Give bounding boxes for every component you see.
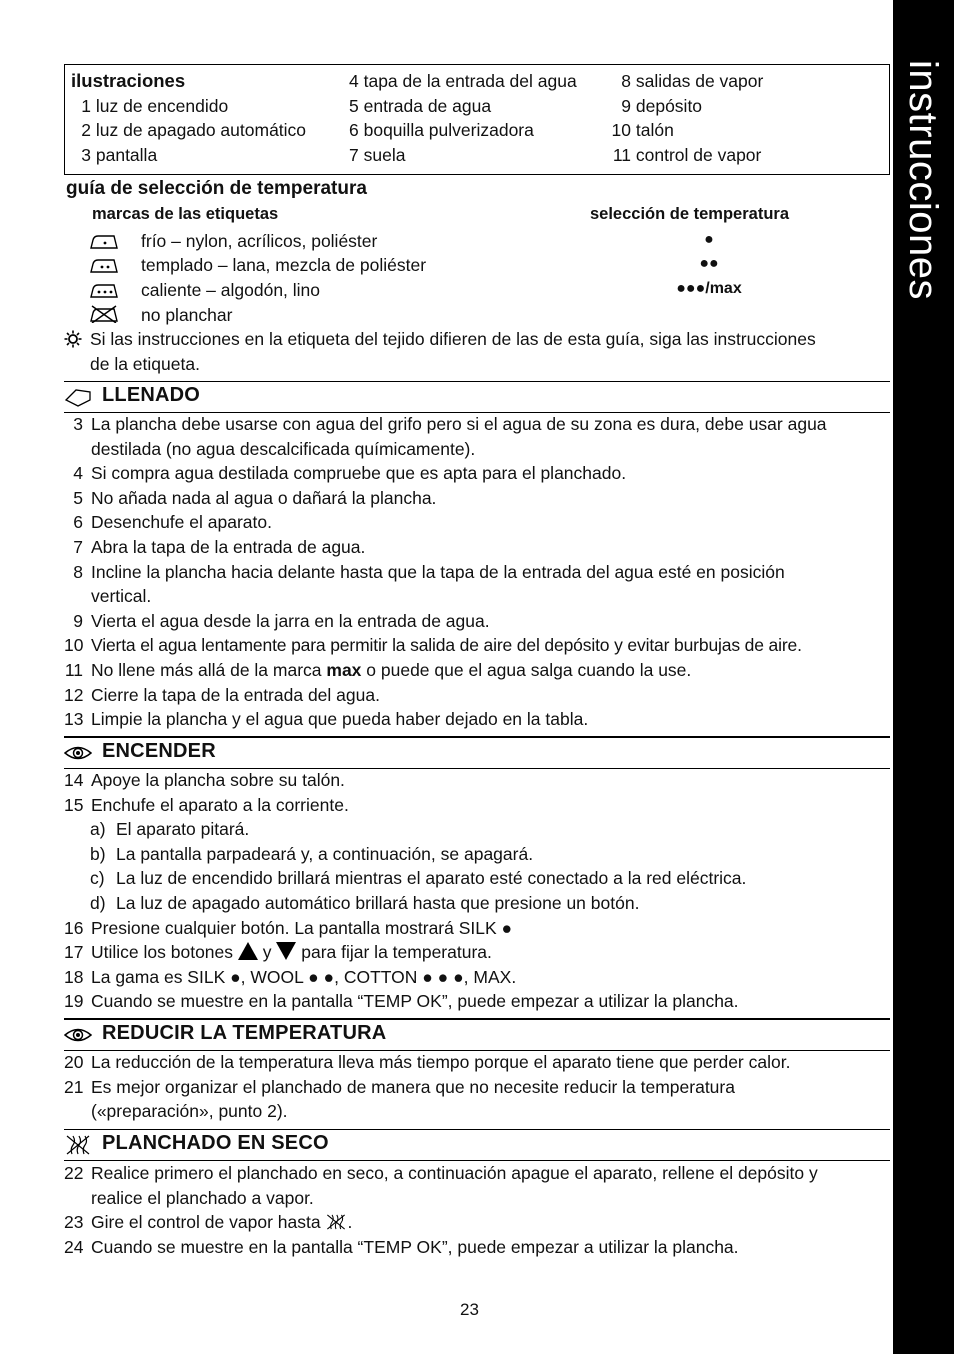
list-item: 18 La gama es SILK ●, WOOL ● ●, COTTON ● ● ●, MAX. xyxy=(64,966,517,987)
list-item: 5 No añada nada al agua o dañará la plancha. xyxy=(73,487,437,508)
list-item: 10 Vierta el agua lentamente para permitir la salida de aire del depósito y evitar burbujas de aire. xyxy=(64,635,802,656)
guide-row-dots: ●●●/max xyxy=(676,280,742,297)
section-header-seco xyxy=(64,1129,890,1161)
guide-row-text: frío – nylon, acrílicos, poliéster xyxy=(141,231,378,251)
side-tab xyxy=(893,0,954,1354)
encender-list xyxy=(64,768,894,1014)
up-arrow-icon xyxy=(238,942,258,960)
guide-note-line1: Si las instrucciones en la etiqueta del tejido difieren de las de esta guía, siga las instrucciones xyxy=(90,329,816,349)
list-item: 16 Presione cualquier botón. La pantalla mostrará SILK ● xyxy=(64,917,513,938)
list-item: d) La luz de apagado automático brillará hasta que presione un botón. xyxy=(90,892,640,913)
list-item: 17 Utilice los botones y para fijar la temperatura. xyxy=(64,942,492,963)
section-title: LLENADO xyxy=(102,384,201,406)
illustrations-col-3 xyxy=(611,69,763,167)
down-arrow-icon xyxy=(276,942,296,960)
list-item: 9 depósito xyxy=(621,95,703,116)
iron-three-dots-icon xyxy=(88,281,120,299)
list-item: 5 entrada de agua xyxy=(349,95,492,116)
guide-col-temp: selección de temperatura xyxy=(590,205,789,223)
illustrations-heading: ilustraciones xyxy=(71,70,186,91)
list-item: 15 Enchufe el aparato a la corriente. xyxy=(64,794,349,815)
iron-two-dots-icon xyxy=(88,256,120,274)
section-header-encender xyxy=(64,736,890,769)
list-item: 6 boquilla pulverizadora xyxy=(349,120,534,140)
list-item: 10 talón xyxy=(611,120,674,140)
eye-icon xyxy=(64,742,92,764)
list-item: 9 Vierta el agua desde la jarra en la entrada de agua. xyxy=(73,610,490,631)
list-item: 21 Es mejor organizar el planchado de manera que no necesite reducir la temperatura («preparación», punto 2). xyxy=(64,1076,735,1122)
reducir-list xyxy=(64,1050,894,1124)
section-header-reducir xyxy=(64,1018,890,1051)
eye-icon xyxy=(64,1024,92,1046)
list-item: 11 control de vapor xyxy=(612,144,762,165)
list-item: 24 Cuando se muestre en la pantalla “TEMP OK”, puede empezar a utilizar la plancha. xyxy=(64,1236,739,1257)
section-title: PLANCHADO EN SECO xyxy=(102,1132,329,1154)
list-item: 6 Desenchufe el aparato. xyxy=(73,512,272,533)
list-item: 4 tapa de la entrada del agua xyxy=(349,71,577,91)
list-item: 13 Limpie la plancha y el agua que pueda haber dejado en la tabla. xyxy=(64,709,589,730)
list-item: a) El aparato pitará. xyxy=(90,819,250,840)
no-steam-icon xyxy=(325,1213,347,1231)
list-item: 7 suela xyxy=(349,144,406,165)
illustrations-box xyxy=(64,64,890,175)
iron-crossed-icon xyxy=(88,305,120,323)
list-item: 14 Apoye la plancha sobre su talón. xyxy=(64,770,345,790)
list-item: 8 Incline la plancha hacia delante hasta que la tapa de la entrada del agua esté en posición vertical. xyxy=(73,561,785,607)
guide-title: guía de selección de temperatura xyxy=(66,178,367,199)
list-item: b) La pantalla parpadeará y, a continuación, se apagará. xyxy=(90,843,534,864)
guide-note-line2: de la etiqueta. xyxy=(90,354,200,374)
guide-row-dots: ● xyxy=(704,231,714,248)
seco-list xyxy=(64,1161,894,1259)
list-item: 7 Abra la tapa de la entrada de agua. xyxy=(73,536,366,557)
list-item: 1 luz de encendido xyxy=(81,95,229,116)
section-header-llenado xyxy=(64,381,890,413)
list-item: 3 pantalla xyxy=(81,144,158,165)
guide-col-labels: marcas de las etiquetas xyxy=(92,205,279,223)
guide-row-text: caliente – algodón, lino xyxy=(141,280,321,300)
side-tab-label: instrucciones xyxy=(901,60,945,300)
list-item: 11 No llene más allá de la marca max o puede que el agua salga cuando la use. xyxy=(64,659,692,680)
list-item: c) La luz de encendido brillará mientras el aparato esté conectado a la red eléctrica. xyxy=(90,868,747,889)
list-item: 19 Cuando se muestre en la pantalla “TEMP OK”, puede empezar a utilizar la plancha. xyxy=(64,991,739,1012)
iron-one-dot-icon xyxy=(88,232,120,250)
section-title: REDUCIR LA TEMPERATURA xyxy=(102,1022,387,1044)
list-item: 22 Realice primero el planchado en seco, a continuación apague el aparato, rellene el depósito y realice el planchado a vapor. xyxy=(64,1163,818,1208)
llenado-list xyxy=(64,412,894,732)
guide-row-text: templado – lana, mezcla de poliéster xyxy=(141,255,427,275)
sun-icon xyxy=(64,330,82,348)
list-item: 23 Gire el control de vapor hasta . xyxy=(64,1212,353,1233)
no-steam-icon xyxy=(64,1134,92,1156)
guide-row-text: no planchar xyxy=(141,305,233,325)
list-item: 4 Si compra agua destilada compruebe que es apta para el planchado. xyxy=(73,463,627,484)
list-item: 20 La reducción de la temperatura lleva más tiempo porque el aparato tiene que perder calor. xyxy=(64,1052,791,1072)
page-number: 23 xyxy=(460,1300,479,1319)
list-item: 3 La plancha debe usarse con agua del grifo pero si el agua de su zona es dura, debe usar agua destilada (no agua descalcificada químicamente). xyxy=(73,414,827,459)
guide-row-dots: ●● xyxy=(699,255,719,272)
section-title: ENCENDER xyxy=(102,740,216,762)
list-item: 2 luz de apagado automático xyxy=(81,120,307,140)
list-item: 8 salidas de vapor xyxy=(621,71,764,91)
list-item: 12 Cierre la tapa de la entrada del agua. xyxy=(64,684,380,705)
illustrations-col-1 xyxy=(71,69,306,167)
water-tank-icon xyxy=(64,386,92,408)
illustrations-col-2 xyxy=(349,69,577,167)
